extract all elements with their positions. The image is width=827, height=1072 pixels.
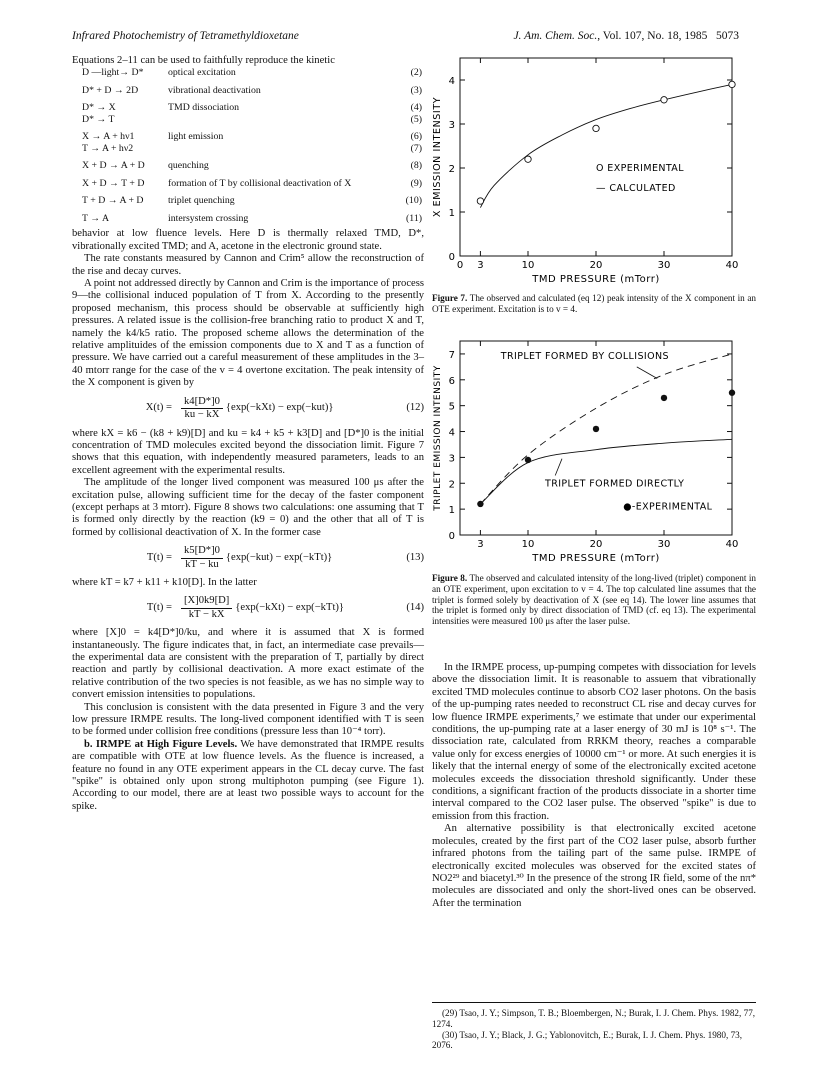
reaction-num: (7) <box>410 142 422 154</box>
eq-lhs: T(t) = <box>146 602 172 614</box>
reaction-rxn: D* → T <box>82 113 115 125</box>
label-collisions: TRIPLET FORMED BY COLLISIONS <box>500 351 669 363</box>
reaction-row <box>82 85 422 97</box>
x-tick-label: 30 <box>657 260 671 271</box>
reaction-desc <box>168 114 398 126</box>
reference-29: (29) Tsao, J. Y.; Simpson, T. B.; Bloembergen, N.; Burak, I. J. Chem. Phys. 1982, 77, 1274. <box>432 1008 756 1029</box>
figure-8-chart <box>432 335 756 570</box>
figure-7-caption <box>432 293 756 315</box>
x-tick-label: 10 <box>521 539 535 550</box>
reaction-desc: intersystem crossing <box>168 212 249 224</box>
references <box>432 1008 756 1051</box>
x-tick-label: 30 <box>657 539 671 550</box>
plot-frame <box>460 58 732 256</box>
x-axis-label: TMD PRESSURE (mTorr) <box>532 553 660 564</box>
reaction-row <box>82 102 422 114</box>
x-tick-label: 20 <box>589 260 603 271</box>
reaction-rxn: D* + D → 2D <box>82 84 139 96</box>
x-tick-label: 3 <box>477 260 484 271</box>
caption-label: Figure 7. <box>432 293 468 303</box>
experimental-point <box>729 390 735 396</box>
experimental-point <box>729 81 735 87</box>
eq-body: {exp(−kXt) − exp(−kut)} <box>225 402 334 414</box>
y-tick-label: 3 <box>448 453 455 465</box>
label-directly-pointer <box>555 459 562 476</box>
reaction-num: (4) <box>410 102 422 114</box>
x-axis-label: TMD PRESSURE (mTorr) <box>532 274 660 285</box>
x-tick-label: 40 <box>725 539 739 550</box>
y-tick-label: 0 <box>448 531 455 542</box>
reaction-num: (11) <box>406 212 422 224</box>
eq-numerator: k4[D*]0 <box>181 396 223 409</box>
legend-experimental: O EXPERIMENTAL <box>596 163 684 174</box>
paragraph: where kX = k6 − (k8 + k9)[D] and ku = k4 + k5 + k3[D] and [D*]0 is the initial concentration of TMD molecules excited beyond the dissociation limit. Figure 7 shows that this equation, with independently measured parameters, leads to an excellent agreement with the experimental results. <box>72 427 424 476</box>
figure-7-chart <box>432 50 756 288</box>
x-tick-label: 0 <box>456 260 464 271</box>
paragraph: A point not addressed directly by Cannon and Crim is the importance of process 9—the collisional induced population of T from X. According to the presently proposed mechanism, this process should be observable at sufficiently high pressures. A related issue is the collision-free branching ratio to product X and T, namely the k4/k5 ratio. The proposed scheme allows the determination of the relative amplituides of the emission components due to X and T as a function of pressure. We have carried out a careful measurement of these amplitudes in the 3–40 mtorr range for the case of the v = 4 overtone excitation. The peak intensity of the X component is given by <box>72 278 424 389</box>
reaction-num: (9) <box>410 177 422 189</box>
paragraph: An alternative possibility is that electronically excited acetone molecules, created by the first part of the CO2 laser pulse, absorb further infrared photons from the tailing part of the same pulse. IRMPE of electronically excited molecules was observed for the excited states of NO2²⁹ and biacetyl.³⁰ In the presence of the strong IR field, some of the nπ* molecules are dissociated and only the short-lived ones can be observed. After the termination <box>432 823 756 909</box>
label-collisions-pointer <box>637 367 657 379</box>
reaction-num: (3) <box>410 84 422 96</box>
journal-name: J. Am. Chem. Soc. <box>513 30 598 42</box>
experimental-point <box>593 426 599 432</box>
reaction-row <box>82 114 422 126</box>
reaction-num: (6) <box>410 131 422 143</box>
eq-body: {exp(−kut) − exp(−kTt)} <box>225 551 333 563</box>
experimental-point <box>661 395 667 401</box>
reaction-desc: TMD dissociation <box>168 102 240 114</box>
intro-line: Equations 2–11 can be used to faithfully reproduce the kinetic <box>72 55 335 66</box>
y-tick-label: 0 <box>448 252 455 263</box>
reaction-desc: quenching <box>168 160 209 172</box>
eq-denominator: ku − kX <box>184 409 220 421</box>
eq-number: (14) <box>406 602 424 614</box>
running-title: Infrared Photochemistry of Tetramethyldioxetane <box>72 30 299 42</box>
reaction-row <box>82 160 422 172</box>
paragraph-text: We have demonstrated that IRMPE results are compatible with OTE at low fluence levels. As the fluence is increased, a feature no found in any OTE experiment appears in the CL decay curve. The fast "spike" is obtained only upon strong multiphoton pumping (see Figure 1). According to our model, there are at least two possible ways to account for the spike. <box>72 738 424 812</box>
page-number: 5073 <box>716 30 739 42</box>
paragraph: where kT = k7 + k11 + k10[D]. In the latter <box>72 576 257 588</box>
paragraph: In the IRMPE process, up-pumping competes with dissociation for levels above the dissociation limit. It is reasonable to assuem that vibrationally excited TMD molecules continue to absorb CO2 laser photons. On the basis of the up-pumping rates needed to reconstruct CL rise and decay curves for low fluence IRMPE experiments,⁷ we estimate that under our experimental conditions, the up-pumping rate at a laser energy of 30 mJ is 10⁸ s⁻¹. The dissociation rate, calculated from RRKM theory, reaches a comparable value only for excess energies of 10000 cm⁻¹ or more. At such energies it is likely that the internal energy of some of the electronically excited acetone molecules exceeds the dissociation threshold significantly. Under these conditions, a significant fraction of the products dissociate in a shorter time interval compared to the CO2 laser pulse. The observed "spike" is due to emission from this fraction. <box>432 662 756 822</box>
experimental-point <box>477 198 483 204</box>
figure-8-caption <box>432 573 756 627</box>
y-tick-label: 5 <box>448 401 455 413</box>
reaction-num: (5) <box>410 113 422 125</box>
x-tick-label: 40 <box>725 260 739 271</box>
reaction-desc: vibrational deactivation <box>168 84 261 96</box>
reaction-rxn: T → A <box>82 212 110 224</box>
caption-label: Figure 8. <box>432 573 468 583</box>
reaction-desc: triplet quenching <box>168 195 235 207</box>
caption-text: The observed and calculated intensity of the long-lived (triplet) component in an OTE experiment, upon excitation to v = 4. The top calculated line assumes that the triplet is formed solely by deactivation of X (see eq 14). The lower line assumes that the triplet is formed only by direct dissociation of TMD (cf. eq 13). The experimental intensities were measured 100 μs after the laser pulse. <box>432 573 756 627</box>
y-tick-label: 4 <box>448 76 455 87</box>
x-tick-label: 20 <box>589 539 603 550</box>
y-tick-label: 1 <box>448 505 455 517</box>
y-tick-label: 3 <box>448 120 455 131</box>
y-tick-label: 1 <box>448 208 455 219</box>
reaction-num: (2) <box>410 67 422 79</box>
reaction-row <box>82 131 422 143</box>
reaction-rxn: X + D → T + D <box>82 177 145 189</box>
caption-text: The observed and calculated (eq 12) peak intensity of the X component in an OTE experiment. Excitation is to v = 4. <box>432 293 757 314</box>
footnote-rule <box>432 1002 756 1003</box>
reaction-rxn: D* → X <box>82 102 116 114</box>
reaction-rxn: D —light→ D* <box>82 67 144 79</box>
reaction-desc: optical excitation <box>168 67 236 79</box>
legend-calculated: — CALCULATED <box>596 182 676 194</box>
equation-12 <box>72 396 424 422</box>
legend-experimental: ●-EXPERIMENTAL <box>623 501 713 513</box>
paragraph <box>72 739 424 813</box>
paragraph: This conclusion is consistent with the data presented in Figure 3 and the very low pressure IRMPE results. The long-lived component identified with T is seen to be formed under collision free conditions (pressure less than 10⁻⁴ torr). <box>72 701 424 738</box>
x-tick-label: 10 <box>521 260 535 271</box>
y-tick-label: 7 <box>448 349 455 361</box>
eq-number: (12) <box>406 402 424 414</box>
experimental-point <box>661 97 667 103</box>
right-column <box>432 662 756 910</box>
reaction-rxn: X → A + hν1 <box>82 131 135 143</box>
reaction-row <box>82 67 422 79</box>
left-column <box>72 55 424 813</box>
reaction-rxn: X + D → A + D <box>82 160 145 172</box>
label-directly: TRIPLET FORMED DIRECTLY <box>545 478 685 490</box>
x-tick-label: 3 <box>477 539 484 550</box>
eq-lhs: T(t) = <box>146 551 172 563</box>
paragraph: behavior at low fluence levels. Here D is thermally relaxed TMD, D*, vibrationally excited TMD; and A, acetone in the electronic ground state. <box>72 228 424 252</box>
paragraph: where [X]0 = k4[D*]0/ku, and where it is assumed that X is formed instantaneously. The figure indicates that, in fact, an intermediate case prevails—the experimental data are consistent with the preparation of T, partially by direct reaction and partly by collisional deactivation. A more exact estimate of the relative contribution of the two species is not feasible, as we has no simple way to convert emission intensities to populations. <box>72 627 424 701</box>
directly-line <box>480 439 732 504</box>
eq-numerator: [X]0k9[D] <box>181 595 232 608</box>
reaction-row <box>82 195 422 207</box>
experimental-point <box>477 501 483 507</box>
reaction-num: (8) <box>410 160 422 172</box>
reference-30: (30) Tsao, J. Y.; Black, J. G.; Yablonovitch, E.; Burak, I. J. Chem. Phys. 1980, 73, 2076. <box>432 1029 743 1051</box>
eq-numerator: k5[D*]0 <box>181 545 223 558</box>
reaction-desc: formation of T by collisional deactivation of X <box>168 177 352 189</box>
paragraph: The rate constants measured by Cannon and Crim⁵ allow the reconstruction of the rise and decay curves. <box>72 253 424 277</box>
journal-volume: , Vol. 107, No. 18, 1985 <box>597 30 708 42</box>
reaction-desc: light emission <box>168 131 224 143</box>
y-tick-label: 2 <box>448 164 455 175</box>
reaction-rxn: T + D → A + D <box>82 195 144 207</box>
section-heading: b. IRMPE at High Figure Levels. <box>84 738 238 750</box>
experimental-point <box>525 156 531 162</box>
equation-14 <box>72 595 424 621</box>
reaction-desc <box>168 143 398 155</box>
eq-lhs: X(t) = <box>145 402 172 414</box>
equation-13 <box>72 545 424 571</box>
eq-denominator: kT − ku <box>185 558 219 570</box>
experimental-point <box>525 457 531 463</box>
y-tick-label: 2 <box>448 479 455 491</box>
eq-body: {exp(−kXt) − exp(−kTt)} <box>235 602 345 614</box>
experimental-point <box>593 125 599 131</box>
journal-citation <box>513 30 739 42</box>
eq-denominator: kT − kX <box>188 608 225 620</box>
y-tick-label: 4 <box>448 427 455 439</box>
reaction-table <box>82 67 422 224</box>
paragraph: The amplitude of the longer lived component was measured 100 μs after the excitation pulse, allowing sufficient time for the decay of the faster component (except perhaps at 3 mtorr). Figure 8 shows two calculations: one assuming that T is formed only directly by the reaction (k9 = 0) and the other that all of T is formed by collisional deactivation of X. In the former case <box>72 477 424 538</box>
y-tick-label: 6 <box>448 375 455 387</box>
reaction-num: (10) <box>405 195 422 207</box>
reaction-rxn: T → A + hν2 <box>82 142 134 154</box>
reaction-row <box>82 143 422 155</box>
eq-number: (13) <box>406 551 424 563</box>
y-axis-label: TRIPLET EMISSION INTENSITY <box>433 365 443 511</box>
reaction-row <box>82 178 422 190</box>
reaction-row <box>82 213 422 225</box>
y-axis-label: X EMISSION INTENSITY <box>432 96 443 218</box>
